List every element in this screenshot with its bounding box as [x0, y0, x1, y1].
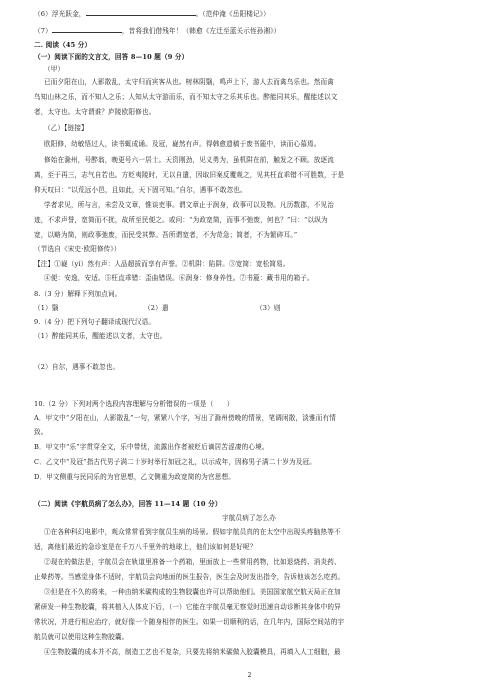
section-heading: 二. 阅读（45 分） — [34, 41, 92, 49]
article-line: ③但是在不久的将来，一种由纳米碳构成的生物胶囊也许可以帮助他们。美国国家航空航天局正在加 — [44, 588, 341, 596]
passage-line: 仰天叹曰：“以荒远小邑，且如此，天下固可知。”自尔，遇事不敢忽也。 — [34, 186, 247, 194]
question-9-sentence-1: （1）醉能同其乐，醒能述以文者，太守也。 — [34, 332, 167, 340]
q8-item: （3）则 — [256, 304, 281, 312]
article-line: ①在各种科幻电影中，观众常常看到宇航员生病的场景。假如宇航员真的在太空中出现头疼脑热等不 — [44, 528, 341, 536]
passage-line: 者，太守也。太守谓谁？庐陵欧阳修也。 — [34, 108, 156, 116]
passage-line: 鸟知山林之乐，而不知人之乐；人知从太守游而乐，而不知太守之乐其乐也。醉能同其乐，醒能述以文 — [34, 93, 338, 101]
answer-blank[interactable] — [52, 26, 122, 33]
part-heading: （二）阅读《宇航员病了怎么办》，回答 11—14 题（10 分） — [34, 500, 222, 508]
option-c: C．乙文中“及冠”指古代男子满二十岁时举行加冠之礼，以示成年，因称男子满二十岁为及冠。 — [34, 458, 316, 466]
passage-line: 修始在滁州，号醉翁，晚更号六一居士。天资刚劲，见义勇为，虽机阱在前，触发之不顾。放逐流 — [44, 156, 334, 164]
passage-line: 已而夕阳在山，人影散乱，太守归而宾客从也。树林阴翳，鸣声上下，游人去而禽鸟乐也。然而禽 — [44, 78, 334, 86]
article-line: 止晕药等。当感觉身体不适时，宇航员会向地面的医生报告，医生会及时发出指令，告诉他该怎么吃药。 — [34, 573, 345, 581]
option-a-cont: 致。 — [34, 428, 48, 436]
article-line: 紧研发一种生物胶囊，将其植入人体皮下后，（一）它能在宇航员毫无察觉时迅速自动诊断其身体中的异 — [34, 603, 341, 611]
question-9-title: 9.（4 分）把下列句子翻译成现代汉语。 — [34, 318, 156, 326]
passage-line: 欧阳修，幼敏悟过人，读书辄成诵。及冠，嶷然有声。得韩愈遗稿于废书簏中，读而心慕焉。 — [44, 140, 321, 148]
part-heading: （一）阅读下面的文言文，回答 8—10 题（9 分） — [34, 53, 189, 61]
article-line: ④生物胶囊的成本并不高，制造工艺也不复杂，只要先将纳米碳做入胶囊模具，再填入人工细胞，最 — [44, 648, 341, 656]
passage-line: 离，至于再三，志气自若也。方贬夷陵时，无以自遣，因取旧案反覆观之，见其枉直乖错不可胜数，于是 — [34, 171, 345, 179]
option-a: A．甲文中“夕阳在山，人影散乱”一句，紧紧八个字，写出了滁州傍晚的情景，笔调闲散，淡雅而有情 — [34, 414, 336, 422]
question-10-title: 10.（2 分）下列对两个选段内容理解与分析错误的一项是（ ） — [34, 400, 234, 408]
passage-label: （甲） — [44, 65, 65, 73]
annotation-line: 【注】①嶷（yí）然有声：人品超拔而享有声誉。②机阱：陷阱。③宽简：宽松简易。 — [34, 260, 290, 268]
option-d: D．甲文侧重与民同乐的为官思想，乙文侧重为政宽简的为官思想。 — [34, 473, 236, 481]
article-line: 航员就可以使用这种生物胶囊。 — [34, 633, 129, 641]
article-title: 宇航员病了怎么办 — [222, 514, 276, 522]
question-8-items — [34, 304, 474, 312]
q8-item: （2）遣 — [144, 304, 169, 312]
article-line: 常状况，并进行相应治疗，就好像一个随身相伴的医生。如果一切顺利的话，在几年内，国际空间站的宇 — [34, 618, 345, 626]
passage-line: 宽，以略为简，则政事弛废，而民受其弊。吾所谓宽者，不为苛急；简者，不为繁碎耳。” — [34, 231, 298, 239]
answer-blank[interactable] — [86, 9, 196, 16]
q8-item: （1）翳 — [34, 304, 59, 312]
article-line: 适，离他们最近的急诊室是在千万八千里外的地球上，他们该如何是好呢？ — [34, 543, 257, 551]
question-9-sentence-2: （2）自尔，遇事不敢忽也。 — [34, 363, 120, 371]
passage-source: （节选自《宋史·欧阳修传》） — [34, 245, 121, 253]
passage-line: 学者求见，所与言，未尝及文章，惟谈吏事。谓文章止于润身，政事可以及物。凡历数郡，不见治 — [44, 201, 334, 209]
article-line: ②现在的做法是，宇航员会在轨道里准备一个药箱，里面放上一些常用药物，比如退烧药、消炎药、 — [44, 558, 341, 566]
passage-label: （乙）【链接】 — [44, 124, 88, 132]
annotation-line: ④便：安逸，安适。⑤枉直乖错：歪曲错误。⑥润身：修身养性。⑦书簏：藏书用的箱子。 — [44, 274, 314, 282]
question-8-title: 8.（3 分）解释下列加点词。 — [34, 290, 122, 298]
option-b: B．甲文中“乐”字贯穿全文，乐中带忧，流露出作者被贬后谪居苦涩凄的心境。 — [34, 443, 269, 451]
fill-question-7: （7） ，昔将我们借残年！（韩愈《左迁至蓝关示侄孙湘》） — [34, 27, 281, 35]
passage-line: 迹，不求声誉，宽简而不扰，故所至民便之。或问：“为政宽简，而事不弛废，何也？”曰：“以纵为 — [34, 216, 328, 224]
fill-question-6: （6）浮光跃金， 。（范仲淹《岳阳楼记》） — [34, 10, 270, 18]
page-number: 2 — [247, 672, 252, 679]
